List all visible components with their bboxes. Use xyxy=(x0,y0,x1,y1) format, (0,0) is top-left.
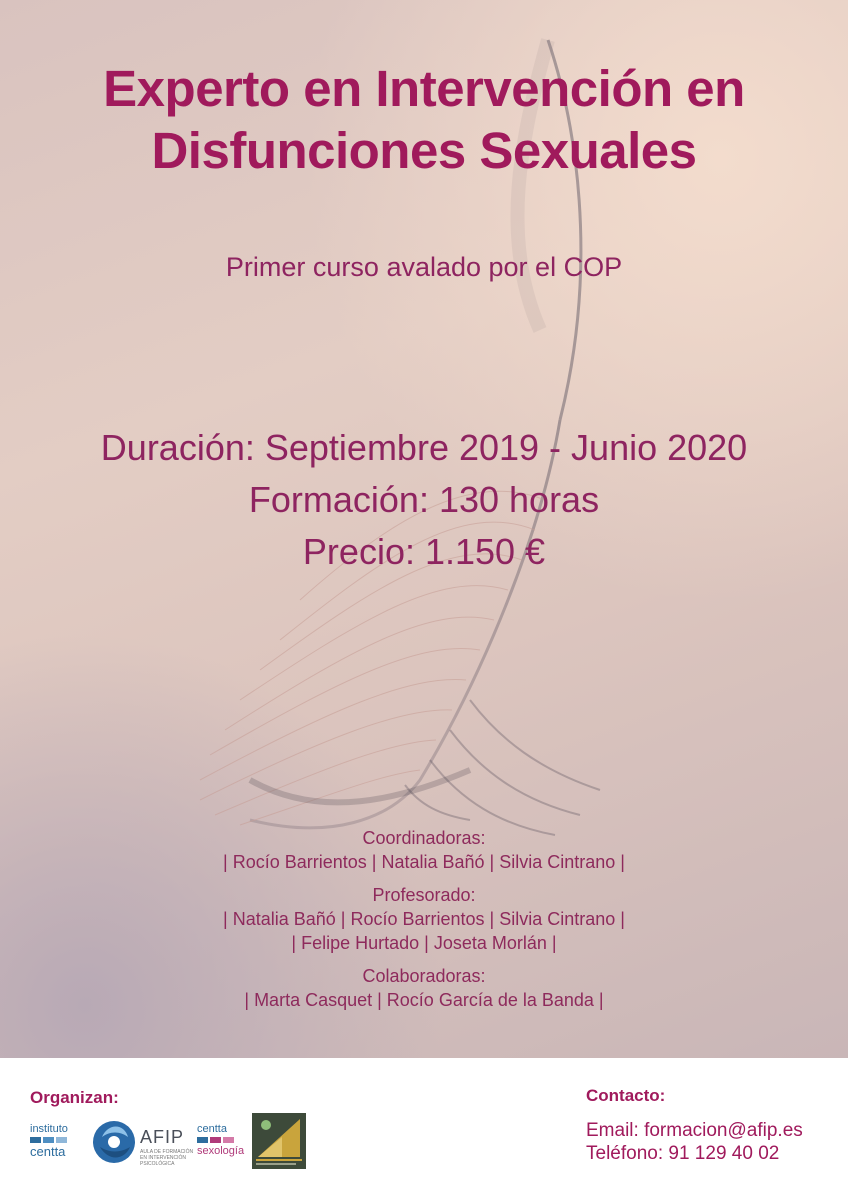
team-section xyxy=(0,826,848,1012)
afip-logo-text: AFIP xyxy=(140,1127,185,1147)
seal-emblem-icon xyxy=(252,1113,306,1169)
sexologia-logo-bottom-text: sexología xyxy=(197,1145,245,1157)
centta-sexologia-logo xyxy=(197,1123,253,1167)
training-hours-text: Formación: 130 horas xyxy=(248,479,600,520)
centta-logo-squares xyxy=(30,1137,92,1143)
centta-logo-bottom-text: centta xyxy=(30,1144,66,1159)
price-text: Precio: 1.150 € xyxy=(302,531,546,572)
sexologia-logo-top-text: centta xyxy=(197,1123,227,1135)
course-title-line-1: Experto en Intervención en xyxy=(103,60,745,117)
contact-label: Contacto: xyxy=(586,1086,666,1105)
afip-logo-subtext: AULA DE FORMACIÓN EN INTERVENCIÓN PSICOLÓGICA xyxy=(140,1149,194,1167)
afip-emblem-icon xyxy=(90,1115,138,1169)
faculty-list-line-2: | Felipe Hurtado | Joseta Morlán | xyxy=(291,933,557,953)
organizers-label: Organizan: xyxy=(30,1088,119,1107)
instituto-centta-logo xyxy=(30,1123,92,1163)
course-subtitle: Primer curso avalado por el COP xyxy=(225,252,623,282)
coordinators-list: | Rocío Barrientos | Natalia Bañó | Silvia Cintrano | xyxy=(223,852,625,872)
contact-phone[interactable]: Teléfono: 91 129 40 02 xyxy=(586,1143,780,1164)
duration-text: Duración: Septiembre 2019 - Junio 2020 xyxy=(100,427,748,468)
organizer-logos xyxy=(30,1113,320,1171)
coordinators-heading: Coordinadoras: xyxy=(362,828,486,848)
footer xyxy=(0,1058,848,1200)
faculty-list-line-1: | Natalia Bañó | Rocío Barrientos | Silvia Cintrano | xyxy=(223,909,625,929)
faculty-heading: Profesorado: xyxy=(372,885,476,905)
centta-logo-top-text: instituto xyxy=(30,1123,68,1135)
psychological-interest-seal-logo xyxy=(252,1113,306,1169)
contact-email[interactable]: Email: formacion@afip.es xyxy=(586,1120,803,1141)
course-details xyxy=(0,422,848,578)
course-title xyxy=(0,58,848,182)
afip-logo xyxy=(90,1115,194,1169)
course-title-line-2: Disfunciones Sexuales xyxy=(151,122,697,179)
collaborators-heading: Colaboradoras: xyxy=(362,966,486,986)
sexologia-logo-squares xyxy=(197,1137,253,1143)
collaborators-list: | Marta Casquet | Rocío García de la Banda | xyxy=(244,990,604,1010)
